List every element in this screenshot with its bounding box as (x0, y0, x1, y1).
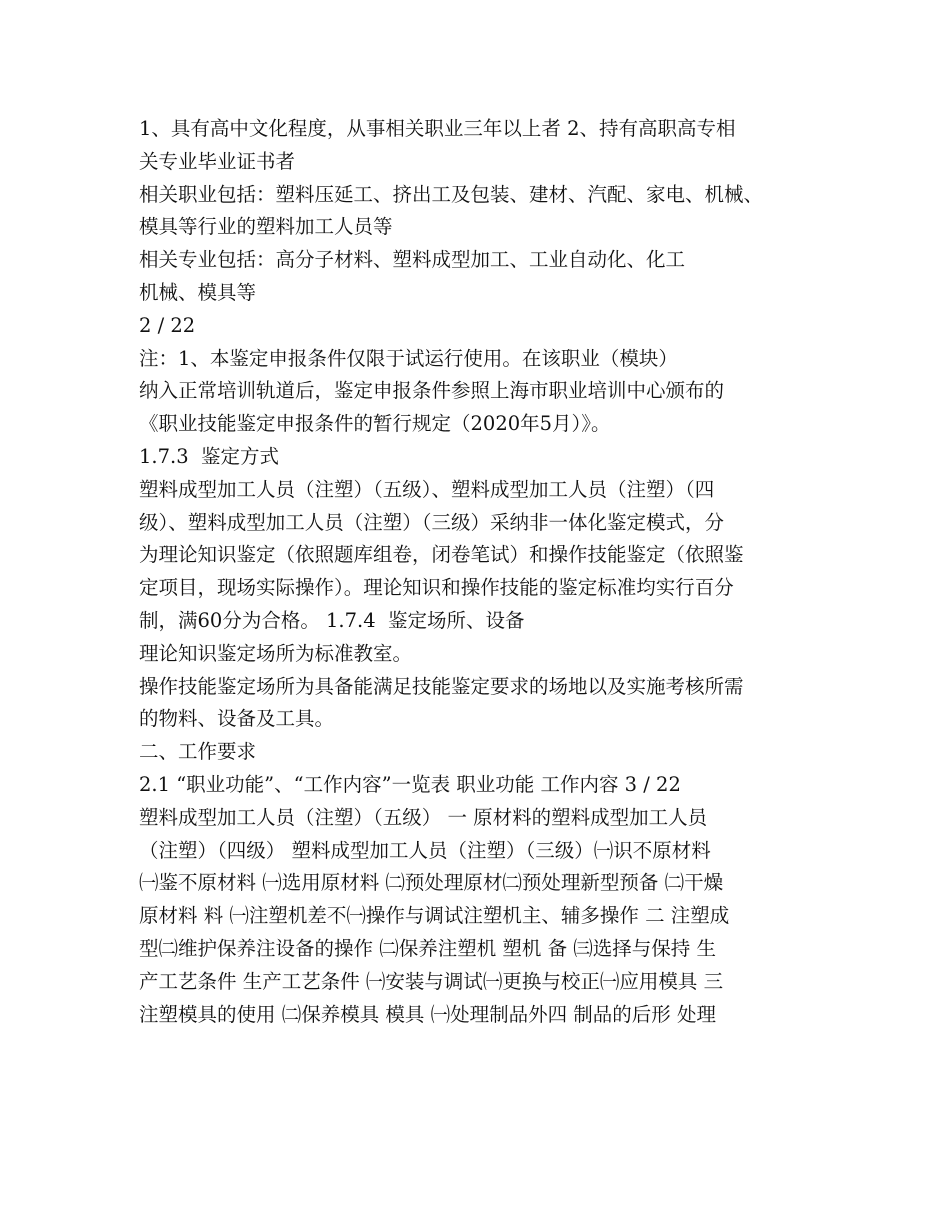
section-heading-2: 二、工作要求 (139, 740, 257, 764)
text-line-5: 相关专业包括：高分子材料、塑料成型加工、工业自动化、化工 (139, 248, 686, 272)
text-line-18: 操作技能鉴定场所为具备能满足技能鉴定要求的场地以及实施考核所需 (139, 674, 744, 698)
text-line-10: 《职业技能鉴定申报条件的暂行规定（2020年5月）》。 (139, 412, 611, 436)
section-heading-1-7-3: 1.7.3 鉴定方式 (139, 444, 280, 468)
text-line-23: （注塑）（四级） 塑料成型加工人员（注塑）（三级）㈠识不原材料 (139, 838, 711, 862)
text-line-25: 原材料 料 ㈠注塑机差不㈠操作与调试注塑机主、辅多操作 二 注塑成 (139, 904, 730, 928)
text-line-28: 注塑模具的使用 ㈡保养模具 模具 ㈠处理制品外四 制品的后形 处理 (139, 1002, 716, 1026)
text-line-17: 理论知识鉴定场所为标准教室。 (139, 641, 413, 665)
text-line-15: 定项目，现场实际操作）。理论知识和操作技能的鉴定标准均实行百分 (139, 576, 734, 600)
text-line-13: 级）、塑料成型加工人员（注塑）（三级）采纳非一体化鉴定模式，分 (139, 510, 725, 534)
text-line-24: ㈠鉴不原材料 ㈠选用原材料 ㈡预处理原材㈡预处理新型预备 ㈡干燥 (139, 871, 724, 895)
text-line-21: 2.1 “职业功能”、“工作内容”一览表 职业功能 工作内容 3 / 22 (139, 772, 681, 796)
text-line-2: 关专业毕业证书者 (139, 149, 296, 173)
text-line-3: 相关职业包括：塑料压延工、挤出工及包装、建材、汽配、家电、机械、 (139, 182, 764, 206)
text-line-27: 产工艺条件 生产工艺条件 ㈠安装与调试㈠更换与校正㈠应用模具 三 (139, 969, 724, 993)
text-line-22: 塑料成型加工人员（注塑）（五级） 一 原材料的塑料成型加工人员 (139, 805, 708, 829)
text-line-26: 型㈡维护保养注设备的操作 ㈡保养注塑机 塑机 备 ㈢选择与保持 生 (139, 936, 716, 960)
text-line-1: 1、具有高中文化程度，从事相关职业三年以上者 2、持有高职高专相 (139, 117, 736, 140)
document-page (139, 113, 829, 1031)
text-line-19: 的物料、设备及工具。 (139, 707, 335, 731)
text-line-14: 为理论知识鉴定（依照题库组卷，闭卷笔试）和操作技能鉴定（依照鉴 (139, 543, 744, 567)
text-line-4: 模具等行业的塑料加工人员等 (139, 215, 393, 239)
text-line-8: 注：1、本鉴定申报条件仅限于试运行使用。在该职业（模块） (139, 346, 678, 370)
page-number-1: 2 / 22 (139, 313, 196, 337)
text-line-9: 纳入正常培训轨道后，鉴定申报条件参照上海市职业培训中心颁布的 (139, 379, 725, 403)
text-line-16: 制，满60分为合格。 1.7.4 鉴定场所、设备 (139, 608, 525, 632)
text-line-6: 机械、模具等 (139, 280, 257, 304)
text-line-12: 塑料成型加工人员（注塑）（五级）、塑料成型加工人员（注塑）（四 (139, 477, 715, 501)
